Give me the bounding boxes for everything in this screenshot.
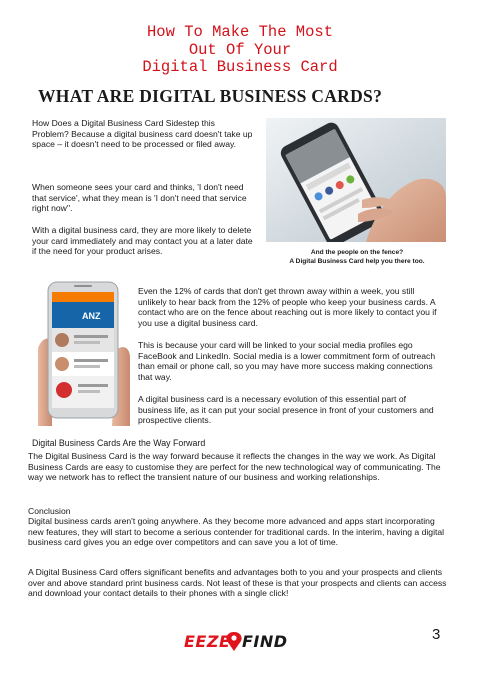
page-number: 3 — [432, 626, 441, 643]
section-paragraph-text: The Digital Business Card is the way forward because it reflects the changes in the way we work. As Digital Business Cards are easy to customise they are perfect for the new technological way of communicating. — [28, 451, 436, 472]
phone-app-photo — [38, 278, 130, 426]
conclusion-label: Conclusion — [28, 506, 71, 516]
eezefind-logo — [184, 630, 288, 654]
caption-line-2: A Digital Business Card help you there too. — [289, 258, 425, 265]
document-title — [60, 24, 420, 77]
logo-eeze-text: EEZE — [184, 632, 231, 651]
title-line-1: How To Make The Most — [146, 23, 334, 41]
app-phone-illustration — [38, 278, 130, 426]
intro-paragraph-1: How Does a Digital Business Card Sidestep this Problem? Because a digital business card doesn't take up space – it doesn't need to be processed or filed away. — [32, 118, 253, 150]
middle-paragraph-1: Even the 12% of cards that don't get thrown away within a week, you still unlikely to hear back from the 12% of people who keep your business cards. A contact who are on the fence about reaching out is more likely to contact you if you use a digital business card. — [138, 286, 437, 328]
intro-paragraph-3: With a digital business card, they are more likely to delete your card immediately and may contact you at a later date if the need for your product arises. — [32, 225, 253, 257]
section-paragraph — [28, 451, 450, 483]
section-subtitle: Digital Business Cards Are the Way Forward — [32, 438, 206, 448]
logo-find-text: FIND — [242, 632, 288, 651]
title-line-3: Digital Business Card — [142, 58, 338, 76]
title-line-2: Out Of Your — [188, 40, 292, 59]
photo-caption — [262, 248, 452, 266]
anz-logo-text: ANZ — [82, 311, 101, 321]
section-paragraph-emphasis: The way we network has to reflect the transient nature of our business and working relationships. — [28, 461, 441, 483]
intro-paragraph-2: When someone sees your card and thinks, 'I don't need that service', what they mean is 'I don't need that service right now''. — [32, 182, 247, 214]
middle-paragraph-3: A digital business card is a necessary evolution of this essential part of business life, as it can put your social presence in front of your customers and prospective clients. — [138, 394, 434, 426]
conclusion-paragraph-1: Digital business cards aren't going anywhere. As they become more advanced and apps start incorporating new features, they will start to become a serious contender for traditional cards. In the interim, having a digital business card gives you an edge over competitors and can save you a lot of time. — [28, 516, 445, 548]
caption-line-1: And the people on the fence? — [310, 249, 404, 256]
middle-paragraph-2: This is because your card will be linked to your social media profiles ego FaceBook and LinkedIn. Social media is a lower commitment form of outreach than email or phone call, so you may have more success making connections that way. — [138, 340, 436, 382]
section-heading: WHAT ARE DIGITAL BUSINESS CARDS? — [38, 86, 383, 106]
phone-illustration — [266, 118, 446, 242]
conclusion-paragraph-2: A Digital Business Card offers significant benefits and advantages both to you and your prospects and clients over and above standard print business cards. Not least of these is that your prospects and clients can access and download your contact details to their phones with a single click! — [28, 567, 447, 599]
hand-holding-phone-photo — [266, 118, 446, 242]
